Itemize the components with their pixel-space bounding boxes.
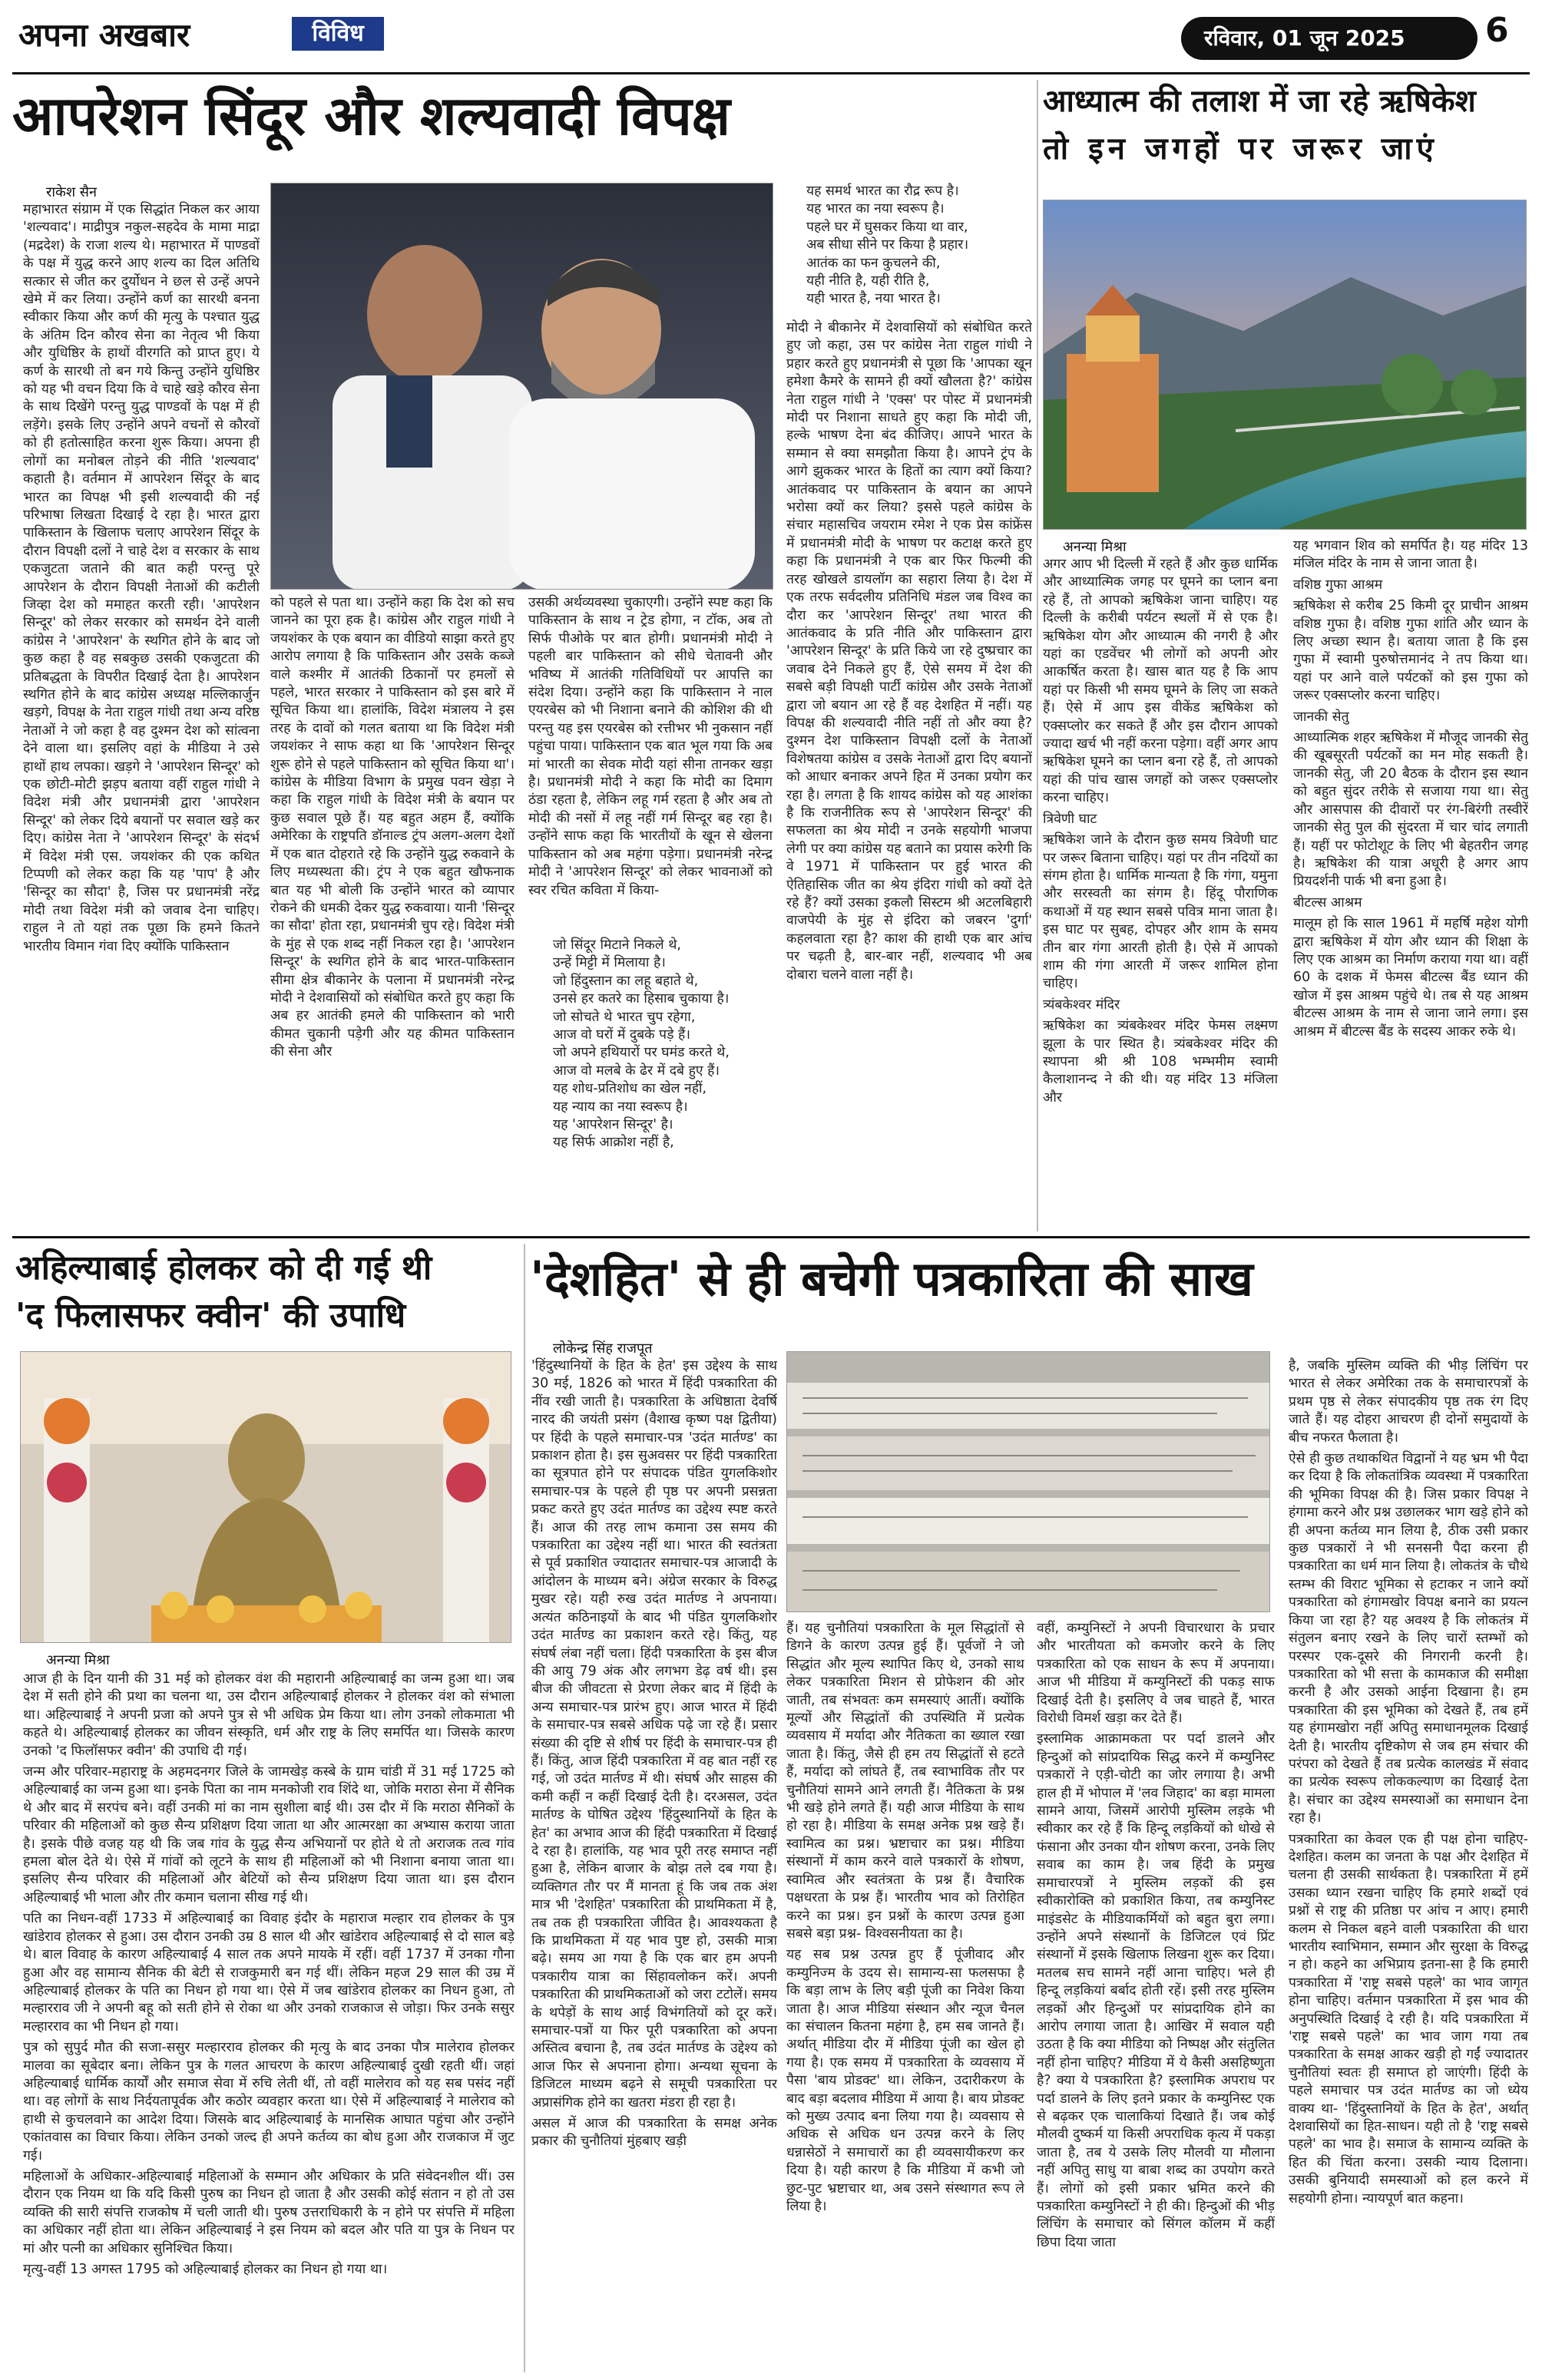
ahilyabai-statue-illustration [21,1352,511,1643]
paragraph: ऐसे ही कुछ तथाकथित विद्वानों ने यह भ्रम भी पैदा कर दिया है कि लोकतांत्रिक व्यवस्था में पत्रकारिता की भूमिका विपक्ष की है। जिस प्रकार विपक्ष ने हंगामा करने और प्रश्न उछालकर भाग खड़े होने को ही अपना कर्तव्य मान लिया है, ठीक उसी प्रकार कुछ पत्रकारों ने भी सनसनी पैदा करना ही पत्रकारिता का धर्म मान लिया है। लोकतंत्र के चौथे स्तम्भ की विराट भूमिका से हटाकर न जाने क्यों पत्रकारिता को हंगामखोर विपक्ष बनाने का प्रयत्न किया जा रहा है? यह अवश्य है कि लोकतंत्र में संतुलन बनाए रखने के लिए चारों स्तम्भों को परस्पर एक-दूसरे की निगरानी करनी है। पत्रकारिता को भी सत्ता के कामकाज की समीक्षा करनी है और उसको आईना दिखाना है। हम पत्रकारिता की इस भूमिका को देखते हैं, तब हमें यह हंगामखोरा नहीं अपितु समाधानमूलक दिखाई देती है। भारतीय दृष्टिकोण से जब हम संचार की परंपरा को देखते हैं तब प्रत्येक कालखंड में संवाद का प्रत्येक स्वरूप लोककल्याण का दिखाई देता है। संचार का उद्देश्य समस्याओं का समाधान देना रहा है। [1289,1451,1528,1826]
paragraph: असल में आज की पत्रकारिता के समक्ष अनेक प्रकार की चुनौतियां मुंहबाए खड़ी [531,2116,777,2150]
article1-headline: आपरेशन सिंदूर और शल्यवादी विपक्ष [12,84,730,147]
poem-line: जो अपने हथियारों पर घमंड करते थे, [553,1045,730,1061]
article2-photo [1043,200,1527,530]
article3-headline-line1: अहिल्याबाई होलकर को दी गई थी [15,1248,432,1288]
poem-line: यही नीति है, यही रीति है, [806,273,930,289]
column-divider [524,1244,525,2372]
paragraph: बीटल्स आश्रम [1293,894,1362,911]
paragraph: त्रिवेणी घाट [1043,811,1097,827]
column-divider [1037,80,1038,1231]
poem-line: यही भारत है, नया भारत है। [806,291,941,307]
paragraph: ऋषिकेश से करीब 25 किमी दूर प्राचीन आश्रम वशिष्ठ गुफा है। वशिष्ठ गुफा शांति और ध्यान के लिए अच्छा स्थान है। बताया जाता है कि इस गुफा में स्वामी पुरुषोत्तमानंद ने तप किया था। यहां पर आने वाले पर्यटकों को इस गुफा को जरूर एक्सप्लोर करना चाहिए। [1293,598,1528,704]
article2-byline: अनन्या मिश्रा [1063,539,1127,555]
article1-col2: को पहले से पता था। उन्होंने कहा कि देश को सच जानने का पूरा हक है। कांग्रेस और राहुल गांधी ने जयशंकर के एक बयान का वीडियो साझा करते हुए आरोप लगाया है कि पाकिस्तान और उसके कब्जे वाले कश्मीर में आतंकी ठिकानों पर हमलों से पहले, भारत सरकार ने पाकिस्तान को इस बारे में सूचित किया था। हालांकि, विदेश मंत्रालय ने इस तरह के दावों को गलत बताया था कि विदेश मंत्री जयशंकर ने साफ कहा था कि 'आपरेशन सिन्दूर शुरू होने से पहले पाकिस्तान को सूचित किया था'। कांग्रेस के मीडिया विभाग के प्रमुख पवन खेड़ा ने कहा कि राहुल गांधी के विदेश मंत्री के बयान पर कुछ सवाल पूछे हैं। यह बहुत अहम हैं, क्योंकि अमेरिका के राष्ट्रपति डॉनाल्ड ट्रंप अलग-अलग देशों में एक बात दोहराते रहे कि उन्होंने युद्ध रुकवाने के लिए मध्यस्थता की। ट्रंप ने एक बहुत खौफनाक बात यह भी बोली कि उन्होंने भारत को व्यापार रोकने की धमकी देकर युद्ध रुकवाया। यानी 'सिन्दूर का सौदा' होता रहा, प्रधानमंत्री चुप रहे। विदेश मंत्री के मुंह से एक शब्द नहीं निकल रहा है। 'आपरेशन सिन्दूर' के स्थगित होने के बाद भारत-पाकिस्तान सीमा क्षेत्र बीकानेर के पलाना में प्रधानमंत्री नरेन्द्र मोदी ने देशवासियों को संबोधित करते हुए कहा कि अब हर आतंकी हमले की पाकिस्तान को भारी कीमत चुकानी पड़ेगी और यह कीमत पाकिस्तान की सेना और [270,595,515,1060]
paragraph: यह सब प्रश्न उत्पन्न हुए हैं पूंजीवाद और कम्युनिज्म के उदय से। सामान्य-सा फलसफा है कि बड़ा लाभ के लिए बड़ी पूंजी का निवेश किया जाता है। आज मीडिया संस्थान और न्यूज चैनल का संचालन कितना महंगा है, हम सब जानते हैं। अर्थात् मीडिया दौर में मीडिया पूंजी का खेल हो गया है। एक समय में पत्रकारिता के व्यवसाय में पैसा 'बाय प्रोडक्ट' था। लेकिन, उदारीकरण के बाद बड़ा बदलाव मीडिया में आया है। बाय प्रोडक्ट को मुख्य उत्पाद बना लिया गया है। व्यवसाय से अधिक से अधिक धन उत्पन्न करने के लिए धन्नासेठों ने समाचारों का ही व्यवसायीकरण कर दिया है। यही कारण है कि मीडिया में कभी जो छुट-पुट भ्रष्टाचार था, अब उसने संस्थागत रूप ले लिया है। [786,1947,1024,2214]
poem-line: यह शोध-प्रतिशोध का खेल नहीं, [553,1081,707,1097]
article2-headline-line2: तो इन जगहों पर जरूर जाएं [1043,131,1438,167]
article1-col4: मोदी ने बीकानेर में देशवासियों को संबोधित करते हुए जो कहा, उस पर कांग्रेस नेता राहुल गांधी ने प्रहार करते हुए प्रधानमंत्री से पूछा कि 'आपका खून हमेशा कैमरे के सामने ही क्यों खौलता है?' कांग्रेस नेता राहुल गांधी ने 'एक्स' पर पोस्ट में प्रधानमंत्री मोदी पर निशाना साधते हुए कहा कि मोदी जी, हल्के भाषण देना बंद कीजिए। आपने भारत के सम्मान से क्या समझौता किया है। आपने ट्रंप के आगे झुककर भारत के हितों का त्याग क्यों किया? आतंकवाद पर पाकिस्तान के बयान का आपने भरोसा क्यों कर लिया? इससे पहले कांग्रेस के संचार महासचिव जयराम रमेश ने एक प्रेस कांफ्रेंस में प्रधानमंत्री मोदी के भाषण पर कटाक्ष करते हुए कहा कि प्रधानमंत्री ने एक बार फिर फिल्मी की तरह खोखले डायलॉग का सहारा लिया है। देश में एक तरफ सर्वदलीय प्रतिनिधि मंडल जब विश्व का दौरा कर 'आपरेशन सिन्दूर' तथा भारत की आतंकवाद के प्रति नीति और पाकिस्तान द्वारा 'आपरेशन सिन्दूर' के प्रति किये जा रहे दुष्प्रचार का जवाब देने निकले हुए हैं, ऐसे समय में देश की सबसे बड़ी विपक्षी पार्टी कांग्रेस और उसके नेताओं द्वारा जो बयान आ रहे हैं वह देशहित में नहीं। यह विपक्ष की शल्यवादी नीति नहीं तो और क्या है? दुश्मन देश पाकिस्तान विपक्षी दलों के नेताओं विशेषतया कांग्रेस व उसके नेताओं द्वारा दिए बयानों को आधार बनाकर अपने हित में उनका प्रयोग कर रहा है। लगता है कि शायद कांग्रेस को यह आशंका है कि राजनीतिक रूप से 'आपरेशन सिन्दूर' की सफलता का श्रेय मोदी न उनके सहयोगी भाजपा लेगी पर क्या कांग्रेस यह बताने का प्रयास करेगी कि वे 1971 में पाकिस्तान पर हुई भारत की ऐतिहासिक जीत का श्रेय इंदिरा गांधी को क्यों देते रहे हैं? क्यों उसका इकलौ सिस्टम श्री अटलबिहारी वाजपेयी के मुंह से इंदिरा को जबरन 'दुर्गा' कहलवाता रहा है? काश की हाथी एक बार आंच पर चढ़ती है, बार-बार नहीं, शल्यवाद भी अब दोबारा चलने वाला नहीं है। [786,320,1032,983]
masthead: अपना अखबार [18,16,190,54]
poem-line: उनसे हर कतरे का हिसाब चुकाया है। [553,991,730,1007]
paragraph: वशिष्ठ गुफा आश्रम [1293,577,1383,593]
article1-col4-poem [806,183,1037,318]
article3-headline-line2: 'द फिलासफर क्वीन' की उपाधि [15,1296,406,1335]
article4-col1 [531,1357,777,2369]
page-number: 6 [1485,11,1509,50]
paragraph: महिलाओं के अधिकार-अहिल्याबाई महिलाओं के सम्मान और अधिकार के प्रति संवेदनशील थीं। उस दौरान एक नियम था कि यदि किसी पुरुष का निधन हो जाता है और उसकी कोई संतान न हो तो उस व्यक्ति की सारी संपत्ति राजकोष में चली जाती थी। पुरुष उत्तराधिकारी के न होने पर संपत्ति में महिला का अधिकार नहीं होता था। लेकिन अहिल्याबाई ने इस नियम को बदल और पति या पुत्र के निधन पर मां और पत्नी का अधिकार सुनिश्चित किया। [23,2168,515,2256]
article3-body [23,1671,515,2369]
paragraph: यह भगवान शिव को समर्पित है। यह मंदिर 13 मंजिल मंदिर के नाम से जाना जाता है। [1293,538,1528,572]
poem-line: यह समर्थ भारत का रौद्र रूप है। [806,183,959,199]
poem-line: जो हिंदुस्तान का लहू बहाते थे, [553,973,699,989]
article4-col4 [1289,1357,1528,2369]
poem-line: उन्हें मिट्टी में मिलाया है। [553,955,666,971]
paragraph: अगर आप भी दिल्ली में रहते हैं और कुछ धार्मिक और आध्यात्मिक जगह पर घूमने का प्लान बना रहे हैं, तो आपको ऋषिकेश जाना चाहिए। यह दिल्ली के करीबी पर्यटन स्थलों में से एक है। ऋषिकेश योग और आध्यात्म की नगरी है और यहां का एडवेंचर भी लोगों को अपनी ओर आकर्षित करता है। खास बात यह है कि आप यहां पर किसी भी समय घूमने के लिए जा सकते हैं। ऐसे में आप इस वीकेंड ऋषिकेश को एक्सप्लोर कर सकते हैं और इस दौरान आपको ज्यादा खर्च भी नहीं करना पड़ेगा। वहीं अगर आप ऋषिकेश घूमने का प्लान बना रहे हैं, तो आपको यहां की पांच खास जगहों को जरूर एक्सप्लोर करना चाहिए। [1043,557,1278,806]
section-divider [12,1236,1530,1238]
poem-line: जो सोचते थे भारत चुप रहेगा, [553,1009,696,1025]
paragraph: हैं। यह चुनौतियां पत्रकारिता के मूल सिद्धांतों से डिगने के कारण उत्पन्न हुई हैं। पूर्वजों ने जो सिद्धांत और मूल्य स्थापित किए थे, उनको साथ लेकर पत्रकारिता मिशन से प्रोफेशन की ओर जाती, तब संभवतः कम समस्याएं आतीं। क्योंकि मूल्यों और सिद्धांतों की उपस्थिति में प्रत्येक व्यवसाय में मर्यादा और नैतिकता का ख्याल रखा जाता है। किंतु, जैसे ही हम तय सिद्धांतों से हटते हैं, मर्यादा को लांघते हैं, तब स्वाभाविक तौर पर चुनौतियां सामने आने लगती हैं। नैतिकता के प्रश्न भी खड़े होने लगते हैं। यही आज मीडिया के साथ हो रहा है। मीडिया के समक्ष अनेक प्रश्न खड़े हैं। स्वामित्व का प्रश्न। भ्रष्टाचार का प्रश्न। मीडिया संस्थानों में काम करने वाले पत्रकारों के शोषण, स्वामित्व और स्वतंत्रता के प्रश्न हैं। वैचारिक पक्षधरता के प्रश्न हैं। भारतीय भाव को तिरोहित करने का प्रश्न। इन प्रश्नों के कारण उत्पन्न हुआ सबसे बड़ा प्रश्न- विश्वसनीयता का है। [786,1621,1024,1942]
article1-col1: महाभारत संग्राम में एक सिद्धांत निकल कर आया 'शल्यवाद'। माद्रीपुत्र नकुल-सहदेव के मामा माद्रा (मद्रदेश) के राजा शल्य थे। महाभारत में पाण्डवों के पक्ष में युद्ध करने आए शल्य का दिल अतिथि सत्कार से जीत कर दुर्योधन ने छल से उन्हें अपने खेमे में कर लिया। उन्होंने कर्ण का सारथी बनना स्वीकार किया और कर्ण की मृत्यु के पश्चात युद्ध के अंतिम दिन कौरव सेना का नेतृत्व भी किया और युधिष्ठिर के हाथों वीरगति को प्राप्त हुए। ये कर्ण के सारथी तो बन गये किन्तु उन्होंने युधिष्ठिर को यह भी वचन दिया कि वे चाहे खड़े कौरव सेना के साथ दिखेंगे परन्तु युद्ध पाण्डवों के पक्ष में ही लड़ेंगे। इसके लिए उन्होंने अपने वचनों से कौरवों को ही हतोत्साहित करना शुरू किया। अपना ही लोगों का मनोबल तोड़ने की नीति 'शल्यवाद' कहाती है। वर्तमान में आपरेशन सिंदूर के बाद भारत का विपक्ष भी इसी शल्यवादी की नई परिभाषा लिखता दिखाई दे रहा है। भारत द्वारा पाकिस्तान के खिलाफ चलाए आपरेशन सिंदूर के दौरान विपक्षी दलों ने चाहे देश व सरकार के साथ एकजुटता जताने की बात कही परन्तु पूरे आपरेशन के दौरान विपक्षी नेताओं की कटीली जिव्हा देश को ममाहत करती रही। 'आपरेशन सिन्दूर' को लेकर सरकार को समर्थन देने वाली कांग्रेस ने 'आपरेशन' के स्थगित होने के बाद जो कुछ कहा है वह सबकुछ उसकी एकजुटता की प्रतिबद्धता के विपरीत दिखाई देता है। आपरेशन स्थगित होने के बाद कांग्रेस अध्यक्ष मल्लिकार्जुन खड़गे, विपक्ष के नेता राहुल गांधी तथा अन्य वरिष्ठ नेताओं ने जो कहा है वह दुश्मन देश को सांत्वना देने वाला था। इसलिए वहां के मीडिया ने उसे हाथों हाथ लपका। खड़गे ने 'आपरेशन सिन्दूर' को एक छोटी-मोटी झड़प बताया वहीं राहुल गांधी ने विदेश मंत्री और प्रधानमंत्री द्वारा 'आपरेशन सिन्दूर' को लेकर दिये बयानों पर सवाल खड़े कर दिए। कांग्रेस नेता ने 'आपरेशन सिन्दूर' के संदर्भ में विदेश मंत्री एस. जयशंकर की एक कथित टिप्पणी को लेकर कहा कि यह 'पाप' है और 'सिन्दूर का सौदा' है, जिस पर प्रधानमंत्री नरेंद्र मोदी तथा विदेश मंत्री को जवाब देना चाहिए। राहुल ने तो यहां तक पूछा कि हमने कितने भारतीय विमान गंवा दिए क्योंकि पाकिस्तान [23,202,260,954]
paragraph: मृत्यु-वहीं 13 अगस्त 1795 को अहिल्याबाई होलकर का निधन हो गया था। [23,2262,388,2277]
article2-col1 [1043,556,1278,1222]
paragraph: जानकी सेतु [1293,709,1349,725]
poem-line: अब सीधा सीने पर किया है प्रहार। [806,237,969,253]
paragraph: मालूम हो कि साल 1961 में महर्षि महेश योगी द्वारा ऋषिकेश में योग और ध्यान की शिक्षा के लिए एक आश्रम का निर्माण कराया गया था। वहीं 60 के दशक में फेमस बीटल्स बैंड ध्यान की खोज में इस आश्रम पहुंचे थे। तब से यह आश्रम बीटल्स आश्रम के नाम से जाना जाने लगा। इस आश्रम में बीटल्स बैंड के सदस्य आकर रुके थे। [1293,916,1528,1040]
paragraph: पुत्र को सुपुर्द मौत की सजा-ससुर मल्हारराव होलकर की मृत्यु के बाद उनका पौत्र मालेराव होलकर मालवा का सूबेदार बना। लेकिन पुत्र के गलत आचरण के कारण अहिल्याबाई दुखी रहती थीं। जहां अहिल्याबाई धार्मिक कार्यों और समाज सेवा में रुचि लेती थीं, तो वहीं मालेराव को यह सब पसंद नहीं था। वह लोगों के साथ निर्दयतापूर्वक और कठोर व्यवहार करता था। ऐसे में अहिल्याबाई ने मालेराव को हाथी से कुचलवाने का आदेश दिया। जिसके बाद अहिल्याबाई के मानसिक आघात पहुंचा और उन्होंने एकांतवास का विचार किया। लेकिन उनको जल्द ही अपने कर्तव्य का बोध हुआ और राजकाज में जुट गई। [23,2040,515,2163]
rishikesh-landscape-illustration [1044,200,1527,530]
paragraph: ऋषिकेश जाने के दौरान कुछ समय त्रिवेणी घाट पर जरूर बिताना चाहिए। यहां पर तीन नदियों का संगम होता है। धार्मिक मान्यता है कि गंगा, यमुना और सरस्वती का संगम है। हिंदू पौराणिक कथाओं में यह स्थान सबसे पवित्र माना जाता है। इस घाट पर सुबह, दोपहर और शाम के समय तीन बार गंगा आरती होती है। ऐसे में आपको शाम की गंगा आरती में जरूर शामिल होना चाहिए। [1043,832,1278,992]
paragraph: त्र्यंबकेश्वर मंदिर [1043,997,1120,1013]
paragraph: ऋषिकेश का त्र्यंबकेश्वर मंदिर फेमस लक्ष्मण झूला के पार स्थित है। त्र्यंबकेश्वर मंदिर की स्थापना श्री श्री 108 भम्भमीम स्वामी कैलाशानन्द ने की थी। यह मंदिर 13 मंजिला और [1043,1018,1278,1106]
poem-line: यह भारत का नया स्वरूप है। [806,201,945,217]
poem-line: आज वो घरों में दुबके पड़े हैं। [553,1027,690,1043]
article4-byline: लोकेन्द्र सिंह राजपूत [553,1340,653,1357]
article4-col3 [1037,1620,1275,2369]
paragraph: है, जबकि मुस्लिम व्यक्ति की भीड़ लिंचिंग पर भारत से लेकर अमेरिका तक के समाचारपत्रों के प्रथम पृष्ठ से लेकर संपादकीय पृष्ठ तक रंग दिए जाते हैं। यह दोहरा आचरण ही दोनों समुदायों के बीच नफरत फैलाता है। [1289,1358,1528,1446]
paragraph: जन्म और परिवार-महाराष्ट्र के अहमदनगर जिले के जामखेड़ कस्बे के ग्राम चांडी में 31 मई 1725 को अहिल्याबाई का जन्म हुआ था। इनके पिता का नाम मनकोजी राव शिंदे था, जोकि मराठा सेना में सैनिक थे और बाद में सरपंच बने। वहीं उनकी मां का नाम सुशीला बाई थी। उस दौर में कि मराठा सैनिकों के परिवार की महिलाओं को कुछ सैन्य प्रशिक्षण दिया जाता था और आत्मरक्षा का अभ्यास कराया जाता है। इसके पीछे वजह यह थी कि जब गांव के युद्ध सैन्य अभियानों पर होते थे तो अराजक तत्व गांव हमला बोल देते थे। ऐसे में गांवों को लूटने के साथ ही महिलाओं को भी निशाना बनाया जाता था। इसलिए सैन्य परिवार की महिलाओं और बेटियों को सैन्य प्रशिक्षण दिया जाता था। इस दौरान अहिल्याबाई भी भाला और तीर कमान चलाना सीख गई थी। [23,1764,515,1906]
paragraph: 'हिंदुस्थानियों के हित के हेत' इस उद्देश्य के साथ 30 मई, 1826 को भारत में हिंदी पत्रकारिता की नींव रखी जाती है। पत्रकारिता के अधिष्ठाता देवर्षि नारद की जयंती प्रसंग (वैशाख कृष्ण पक्ष द्वितीया) पर हिंदी के पहले समाचार-पत्र 'उदंत मार्तण्ड' का प्रकाशन होता है। इस सुअवसर पर हिंदी पत्रकारिता का सूत्रपात होने पर संपादक पंडित युगलकिशोर समाचार-पत्र के पहले ही पृष्ठ पर अपनी प्रसन्नता प्रकट करते हुए उदंत मार्तण्ड का उद्देश्य स्पष्ट करते हैं। आज की तरह लाभ कमाना उस समय की पत्रकारिता का उद्देश्य नहीं था। भारत की स्वतंत्रता से पूर्व प्रकाशित ज्यादातर समाचार-पत्र आजादी के आंदोलन के माध्यम बने। अंग्रेज सरकार के विरुद्ध मुखर रहे। यही रुख उदंत मार्तण्ड ने अपनाया। अत्यंत कठिनाइयों के बाद भी पंडित युगलकिशोर उदंत मार्तण्ड का प्रकाशन करते रहे। किंतु, यह संघर्ष लंबा नहीं चला। हिंदी पत्रकारिता के इस बीज की आयु 79 अंक और लगभग डेढ़ वर्ष थी। इस बीज की जीवटता से प्रेरणा लेकर बाद में हिंदी के अन्य समाचार-पत्र प्रारंभ हुए। आज भारत में हिंदी के समाचार-पत्र सबसे अधिक पढ़े जा रहे हैं। प्रसार संख्या की दृष्टि से शीर्ष पर हिंदी के समाचार-पत्र ही हैं। किंतु, आज हिंदी पत्रकारिता में वह बात नहीं रह गई, जो उदंत मार्तण्ड में थी। संघर्ष और साहस की कमी कहीं न कहीं दिखाई देती है। दरअसल, उदंत मार्तण्ड के घोषित उद्देश्य 'हिंदुस्थानियों के हित के हेत' का अभाव आज की हिंदी पत्रकारिता में दिखाई दे रहा है। हालांकि, यह भाव पूरी तरह समाप्त नहीं हुआ है, लेकिन बाजार के बोझ तले दब गया है। व्यक्तिगत तौर पर मैं मानता हूं कि जब तक अंश मात्र भी 'देशहित' पत्रकारिता की प्राथमिकता में है, तब तक ही पत्रकारिता जीवित है। आवश्यकता है कि प्राथमिकता में यह भाव पुष्ट हो, उसकी मात्रा बढ़े। समय आ गया है कि एक बार हम अपनी पत्रकारीय यात्रा का सिंहावलोकन करें। अपनी पत्रकारिता की प्राथमिकताओं को जरा टटोलें। समय के थपेड़ों के साथ आई विभंगतियों को दूर करें। समाचार-पत्रों या फिर पूरी पत्रकारिता को अपना अस्तित्व बचाना है, तब उदंत मार्तण्ड के उद्देश्य को आज फिर से अपनाना होगा। अन्यथा सूचना के डिजिटल माध्यम बढ़ने से समूची पत्रकारिता पर अप्रासंगिक होने का खतरा मंडरा ही रहा है। [531,1358,777,2111]
date-badge: रविवार, 01 जून 2025 [1181,17,1477,60]
newspapers-stack-illustration [787,1352,1270,1612]
poem-line: यह सिर्फ आक्रोश नहीं है, [553,1135,674,1151]
article4-col2 [786,1620,1024,2369]
paragraph: वहीं, कम्युनिस्टों ने अपनी विचारधारा के प्रचार और भारतीयता को कमजोर करने के लिए पत्रकारिता को एक साधन के रूप में अपनाया। आज भी मीडिया में कम्युनिस्टों की पकड़ साफ दिखाई देती है। इसलिए वे जब चाहते हैं, भारत विरोधी विमर्श खड़ा कर देते हैं। [1037,1621,1275,1727]
article1-poem [553,937,773,1222]
poem-line: यह न्याय का नया स्वरूप है। [553,1099,688,1115]
article3-byline: अनन्या मिश्रा [46,1652,110,1668]
article4-headline: 'देशहित' से ही बचेगी पत्रकारिता की साख [530,1251,1253,1307]
article4-photo [786,1351,1270,1612]
article1-photo [270,183,773,590]
paragraph: इस्लामिक आक्रामकता पर पर्दा डालने और हिन्दुओं को सांप्रदायिक सिद्ध करने में कम्युनिस्ट पत्रकारों ने एड़ी-चोटी का जोर लगाया है। अभी हाल ही में भोपाल में 'लव जिहाद' का बड़ा मामला सामने आया, जिसमें आरोपी मुस्लिम लड़के भी स्वीकार कर रहे हैं कि हिन्दू लड़कियों को धोखे से फंसाना और उनका यौन शोषण करना, उनके लिए सवाब का काम है। जब हिंदी के प्रमुख समाचारपत्रों ने मुस्लिम लड़कों की इस स्वीकारोक्ति को प्रकाशित किया, तब कम्युनिस्ट माइंडसेट के मीडियाकर्मियों को बहुत बुरा लगा। उन्होंने अपने संस्थानों के डिजिटल एवं प्रिंट संस्थानों में इसके खिलाफ लिखना शुरू कर दिया। मतलब सच सामने नहीं आना चाहिए। भले ही हिन्दू लड़कियां बर्बाद होती रहें। इसी तरह मुस्लिम लड़कों और हिन्दुओं पर सांप्रदायिक होने का आरोप लगाया जाता है। आखिर में सवाल यही उठता है कि क्या मीडिया को निष्पक्ष और संतुलित नहीं होना चाहिए? मीडिया में ये कैसी असहिष्णुता है? क्या ये पत्रकारिता है? इस्लामिक अपराध पर पर्दा डालने के लिए इतने प्रकार के कम्युनिस्ट एक से बढ़कर एक चालाकियां दिखाते हैं। जब कोई मौलवी दुष्कर्म या किसी अपराधिक कृत्य में पकड़ा जाता है, तब ये उसके लिए मौलवी या मौलाना नहीं अपितु साधु या बाबा शब्द का उपयोग करते हैं। लोगों को इसी प्रकार भ्रमित करने की पत्रकारिता कम्युनिस्टों ने ही की। हिन्दुओं की भीड़ लिंचिंग के समाचार को सिंगल कॉलम में कहीं छिपा दिया जाता [1037,1731,1275,2250]
header-rule [12,72,1530,74]
paragraph: आध्यात्मिक शहर ऋषिकेश में मौजूद जानकी सेतु की खूबसूरती पर्यटकों का मन मोह सकती है। जानकी सेतु, जी 20 बैठक के दौरान इस स्थान को बहुत सुंदर तरीके से सजाया गया था। सेतु और आसपास की दीवारों पर रंग-बिरंगी तस्वीरें जानकी सेतु पुल की सुंदरता में चार चांद लगाती हैं। यहीं पर फोटोशूट के लिए भी बेहतरीन जगह है। ऋषिकेश की यात्रा अधूरी है अगर आप प्रियदर्शनी पार्क भी बना हुआ है। [1293,730,1528,890]
paragraph: पति का निधन-वहीं 1733 में अहिल्याबाई का विवाह इंदौर के महाराज मल्हार राव होलकर के पुत्र खांडेराव होलकर से हुआ। उस दौरान उनकी उम्र 8 साल थी और खांडेराव अहिल्याबाई से दो साल बड़े थे। बाल विवाह के कारण अहिल्याबाई 4 साल तक अपने मायके में रहीं। वहीं 1737 में उनका गौना हुआ और वह सामान्य सैनिक की बेटी से राजकुमारी बन गई थीं। लेकिन महज 29 साल की उम्र में अहिल्याबाई होलकर के पति का निधन हो गया था। ऐसे में जब खांडेराव होलकर का निधन हुआ, तो मल्हारराव जी ने अपनी बहू को सती होने से रोका था और उनको राजकाज से जोड़ा। फिर उनके ससुर मल्हारराव का भी निधन हो गया। [23,1911,515,2035]
poem-line: यह 'आपरेशन सिन्दूर' है। [553,1117,673,1133]
leaders-photo-illustration [271,183,773,590]
paragraph: आज ही के दिन यानी की 31 मई को होलकर वंश की महारानी अहिल्याबाई का जन्म हुआ था। जब देश में सती होने की प्रथा का चलना था, उस दौरान अहिल्याबाई होलकर ने होलकर वंश को संभाला था। अहिल्याबाई ने अपनी प्रजा को अपने पुत्र से भी अधिक प्रेम किया था। लोग उनको लोकमाता भी कहते थे। अहिल्याबाई होलकर का जीवन संस्कृति, धर्म और राष्ट्र के लिए समर्पित था। जिसके कारण उनको 'द फिलॉसफर क्वीन' की उपाधि दी गई। [23,1671,515,1759]
poem-line: जो सिंदूर मिटाने निकले थे, [553,937,681,953]
article1-byline: राकेश सैन [46,184,97,200]
poem-line: पहले घर में घुसकर किया था वार, [806,219,968,235]
paragraph: पत्रकारिता का केवल एक ही पक्ष होना चाहिए- देशहित। कलम का जनता के पक्ष और देशहित में चलना ही उसकी सार्थकता है। पत्रकारिता में हमें उसका ध्यान रखना चाहिए कि हमारे शब्दों एवं प्रश्नों से राष्ट्र की प्रतिष्ठा पर आंच न आए। हमारी कलम से निकल बहने वाली पत्रकारिता की धारा भारतीय स्वाभिमान, सम्मान और सुरक्षा के विरुद्ध न हो। कहने का अभिप्राय इतना-सा है कि हमारी पत्रकारिता में 'राष्ट्र सबसे पहले' का भाव जागृत होना चाहिए। वर्तमान पत्रकारिता में इस भाव की अनुपस्थिति दिखाई दे रही है। यदि पत्रकारिता में 'राष्ट्र सबसे पहले' का भाव जाग गया तब पत्रकारिता के समक्ष आकर खड़ी हो गईं ज्यादातर चुनौतियां स्वतः ही समाप्त हो जाएंगी। हिंदी के पहले समाचार पत्र उदंत मार्तण्ड का जो ध्येय वाक्य था- 'हिंदुस्तानियों के हित के हेत', अर्थात् देशवासियों का हित-साधन। यही तो है 'राष्ट्र सबसे पहले' का भाव है। समाज के सामान्य व्यक्ति के हित की चिंता करना। उसकी न्याय दिलाना। उसकी बुनियादी समस्याओं को हल करने में सहयोगी होना। न्यायपूर्ण बात कहना। [1289,1831,1528,2206]
article2-headline-line1: आध्यात्म की तलाश में जा रहे ऋषिकेश [1043,84,1476,119]
article3-photo [20,1351,511,1643]
article2-col2 [1293,537,1528,1222]
article1-col3: उसकी अर्थव्यवस्था चुकाएगी। उन्होंने स्पष्ट कहा कि पाकिस्तान के साथ न ट्रेड होगा, न टॉक, अब तो सिर्फ पीओके पर बात होगी। प्रधानमंत्री मोदी ने पहली बार पाकिस्तान को सीधे चेतावनी और भविष्य में आतंकी गतिविधियों पर आपत्ति का संदेश दिया। उन्होंने कहा कि पाकिस्तान ने नाल एयरबेस को भी निशाना बनाने की कोशिश की थी परन्तु यह इस एयरबेस को रत्तीभर भी नुकसान नहीं पहुंचा पाया। पाकिस्तान एक बात भूल गया कि अब मां भारती का सेवक मोदी यहां सीना तानकर खड़ा है। प्रधानमंत्री मोदी ने कहा कि मोदी का दिमाग ठंडा रहता है, लेकिन लहू गर्म रहता है और अब तो मोदी की नसों में लहू नहीं गर्म सिन्दूर बह रहा है। उन्होंने साफ कहा कि भारतीयों के खून से खेलना पाकिस्तान को अब महंगा पड़ेगा। प्रधानमंत्री नरेन्द्र मोदी ने 'आपरेशन सिन्दूर' को लेकर भावनाओं को स्वर रचित कविता में किया- [528,595,773,898]
section-label: विविध [292,17,384,51]
poem-line: आज वो मलबे के ढेर में दबे हुए हैं। [553,1063,720,1079]
poem-line: आतंक का फन कुचलने की, [806,255,941,271]
